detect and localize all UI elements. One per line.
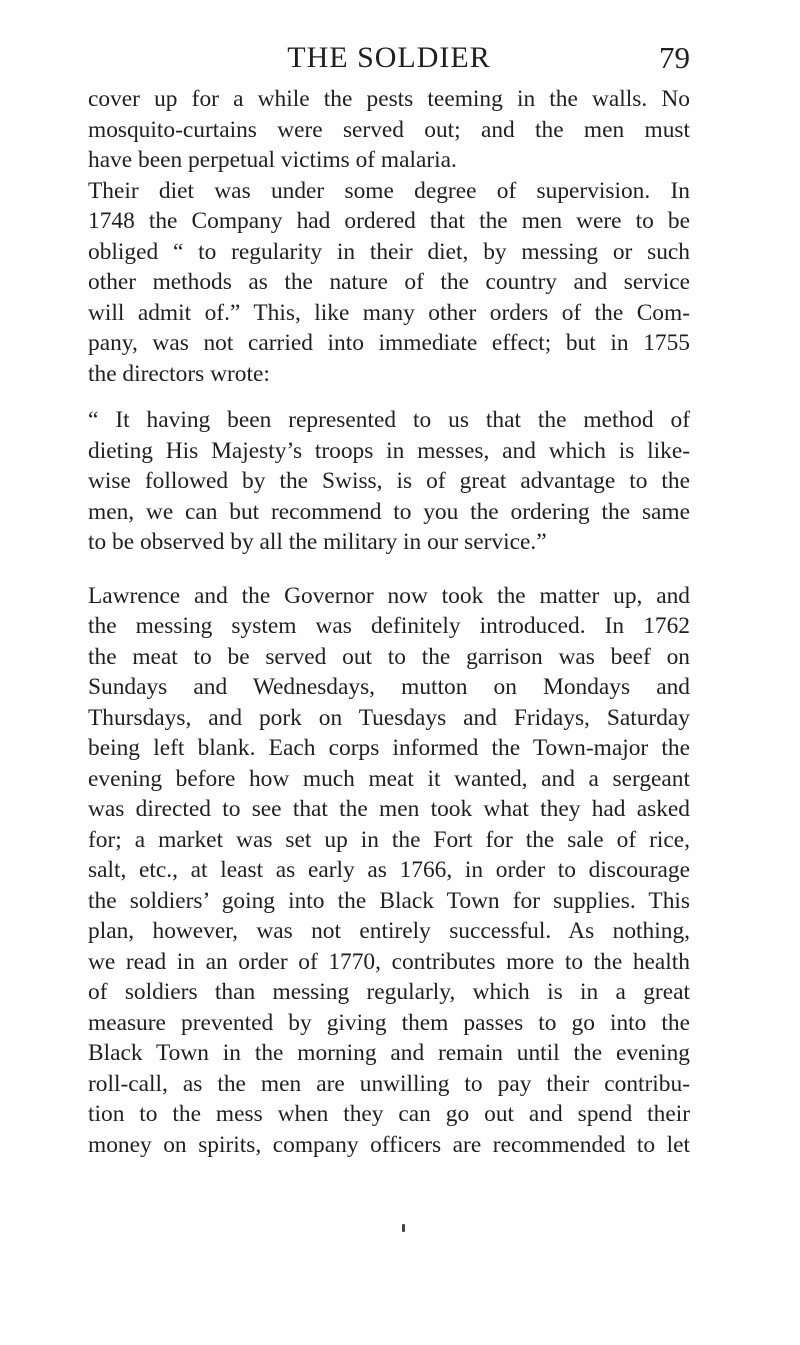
text-line: obliged “ to regularity in their diet, by messing or such — [88, 238, 690, 265]
block-quote — [88, 405, 690, 558]
running-title: THE SOLDIER — [287, 41, 491, 74]
text-line: Black Town in the morning and remain until the evening — [88, 1040, 690, 1066]
text-line: wise followed by the Swiss, is of great advantage to the — [88, 468, 690, 494]
text-line: Thursdays, and pork on Tuesdays and Fridays, Saturday — [88, 704, 690, 731]
paragraph-pests — [88, 84, 690, 176]
text-line: salt, etc., at least as early as 1766, in order to discourage — [88, 857, 690, 883]
text-line: the messing system was definitely introduced. In 1762 — [88, 613, 690, 639]
text-line: pany, was not carried into immediate effect; but in 1755 — [88, 330, 690, 356]
paragraph-diet — [88, 176, 690, 390]
page-header — [88, 38, 690, 78]
body-text — [88, 84, 690, 1160]
text-line: “ It having been represented to us that the method of — [88, 407, 690, 433]
ink-speck — [402, 1224, 405, 1232]
text-line: Lawrence and the Governor now took the matter up, and — [88, 582, 690, 609]
text-line: the meat to be served out to the garrison was beef on — [88, 643, 690, 670]
text-line: will admit of.” This, like many other orders of the Com- — [88, 299, 690, 326]
text-line: cover up for a while the pests teeming in the walls. No — [88, 86, 690, 112]
text-line: roll-call, as the men are unwilling to pay their contribu- — [88, 1070, 690, 1097]
text-line: was directed to see that the men took what they had asked — [88, 796, 690, 822]
paragraph-messing — [88, 581, 690, 1161]
text-line: being left blank. Each corps informed the Town-major the — [88, 735, 690, 761]
text-line: tion to the mess when they can go out and spend their — [88, 1101, 690, 1127]
text-line: the soldiers’ going into the Black Town for supplies. This — [88, 887, 690, 914]
text-line: plan, however, was not entirely successful. As nothing, — [88, 918, 690, 944]
page-number: 79 — [659, 40, 690, 75]
text-line: mosquito-curtains were served out; and the men must — [88, 116, 690, 143]
text-line: Their diet was under some degree of supervision. In — [88, 177, 690, 204]
text-line: other methods as the nature of the country and service — [88, 269, 690, 295]
text-line: measure prevented by giving them passes to go into the — [88, 1009, 690, 1036]
text-line: money on spirits, company officers are recommended to let — [88, 1131, 690, 1158]
text-line: dieting His Majesty’s troops in messes, and which is like- — [88, 437, 690, 464]
text-line: men, we can but recommend to you the ordering the same — [88, 498, 690, 525]
text-line: 1748 the Company had ordered that the men were to be — [88, 208, 690, 234]
text-line: for; a market was set up in the Fort for the sale of rice, — [88, 826, 690, 853]
text-line: the directors wrote: — [88, 360, 270, 387]
text-line: evening before how much meat it wanted, and a sergeant — [88, 765, 690, 792]
text-line: we read in an order of 1770, contributes more to the health — [88, 948, 690, 975]
text-line: Sundays and Wednesdays, mutton on Mondays and — [88, 674, 690, 700]
text-line: to be observed by all the military in our service.” — [88, 529, 547, 555]
text-line: have been perpetual victims of malaria. — [88, 147, 457, 173]
text-line: of soldiers than messing regularly, which is in a great — [88, 979, 690, 1005]
